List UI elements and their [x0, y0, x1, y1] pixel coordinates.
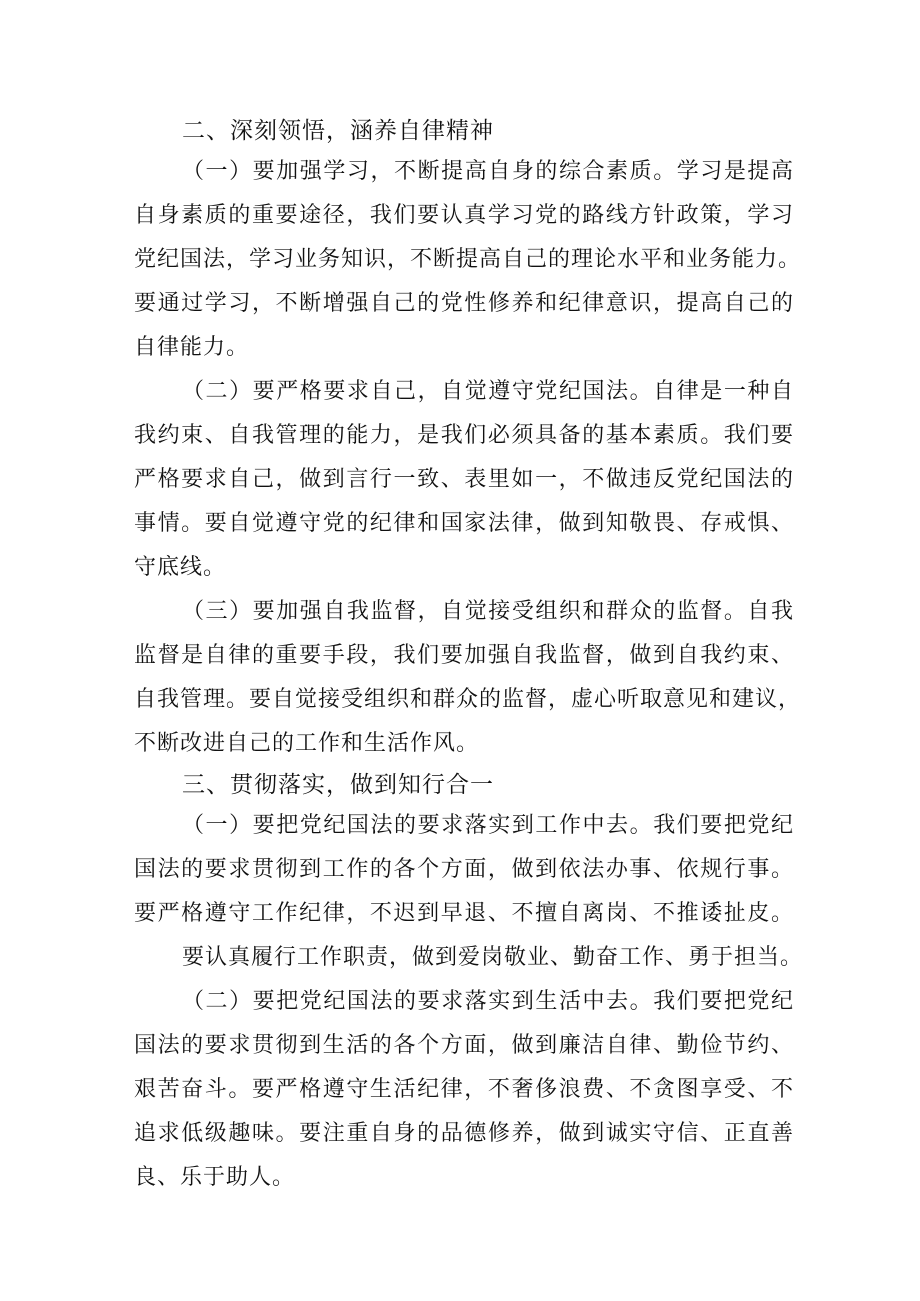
paragraph-line: 我约束、自我管理的能力，是我们必须具备的基本素质。我们要 — [134, 423, 794, 448]
paragraph-line: 良、乐于助人。 — [134, 1165, 296, 1190]
paragraph-line: 事情。要自觉遵守党的纪律和国家法律，做到知敬畏、存戒惧、 — [134, 511, 794, 536]
paragraph-line: （二）要严格要求自己，自觉遵守党纪国法。自律是一种自 — [182, 379, 794, 404]
paragraph-line: 严格要求自己，做到言行一致、表里如一，不做违反党纪国法的 — [134, 467, 794, 492]
paragraph-line: 党纪国法，学习业务知识，不断提高自己的理论水平和业务能力。 — [134, 247, 802, 272]
paragraph-line: 不断改进自己的工作和生活作风。 — [134, 731, 480, 756]
paragraph-line: 自身素质的重要途径，我们要认真学习党的路线方针政策，学习 — [134, 203, 794, 228]
paragraph-line: 追求低级趣味。要注重自身的品德修养，做到诚实守信、正直善 — [134, 1121, 794, 1146]
paragraph-line: 监督是自律的重要手段，我们要加强自我监督，做到自我约束、 — [134, 643, 794, 668]
section-heading-3: 三、贯彻落实，做到知行合一 — [182, 772, 494, 798]
paragraph-line: 国法的要求贯彻到生活的各个方面，做到廉洁自律、勤俭节约、 — [134, 1033, 794, 1058]
paragraph-line: 国法的要求贯彻到工作的各个方面，做到依法办事、依规行事。 — [134, 857, 794, 882]
paragraph-line: （三）要加强自我监督，自觉接受组织和群众的监督。自我 — [182, 599, 794, 624]
paragraph-line: （二）要把党纪国法的要求落实到生活中去。我们要把党纪 — [182, 989, 794, 1014]
paragraph-line: 要严格遵守工作纪律，不迟到早退、不擅自离岗、不推诿扯皮。 — [134, 901, 794, 926]
paragraph-line: 要认真履行工作职责，做到爱岗敬业、勤奋工作、勇于担当。 — [182, 945, 804, 970]
paragraph-line: 要通过学习，不断增强自己的党性修养和纪律意识，提高自己的 — [134, 291, 794, 316]
paragraph-line: 自我管理。要自觉接受组织和群众的监督，虚心听取意见和建议， — [134, 687, 802, 712]
section-heading-2: 二、深刻领悟，涵养自律精神 — [182, 118, 494, 144]
paragraph-line: 自律能力。 — [134, 335, 250, 360]
paragraph-line: （一）要把党纪国法的要求落实到工作中去。我们要把党纪 — [182, 813, 794, 838]
paragraph-line: （一）要加强学习，不断提高自身的综合素质。学习是提高 — [182, 159, 794, 184]
paragraph-line: 艰苦奋斗。要严格遵守生活纪律，不奢侈浪费、不贪图享受、不 — [134, 1077, 794, 1102]
paragraph-line: 守底线。 — [134, 555, 227, 580]
